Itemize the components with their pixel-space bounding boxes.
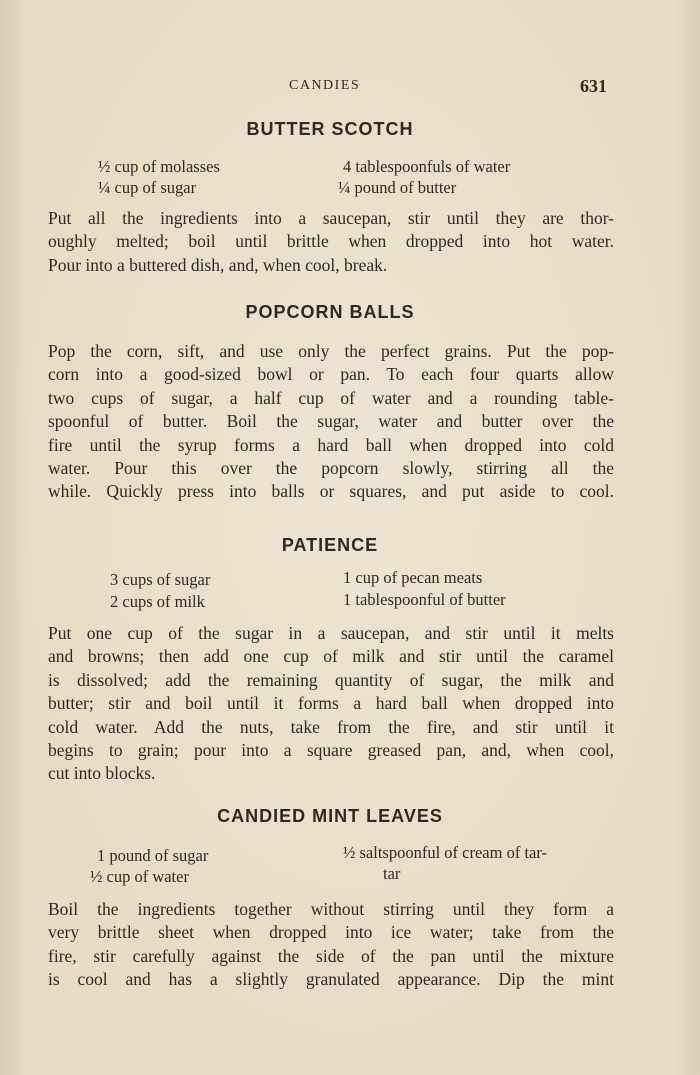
recipe-instructions-butter-scotch <box>48 207 614 277</box>
text-line: cold water. Add the nuts, take from the fire, and stir until it <box>48 716 614 737</box>
text-line: fire, stir carefully against the side of the pan until the mixture <box>48 945 614 966</box>
ingredient: ¼ pound of butter <box>338 178 457 197</box>
ingredient: 1 tablespoonful of butter <box>343 590 506 609</box>
text-line: water. Pour this over the popcorn slowly, stirring all the <box>48 458 614 479</box>
text-line: begins to grain; pour into a square greased pan, and, when cool, <box>48 740 614 761</box>
recipe-title-candied-mint-leaves: CANDIED MINT LEAVES <box>217 806 443 826</box>
ingredient: ½ saltspoonful of cream of tar- <box>343 843 548 862</box>
text-line: fire until the syrup forms a hard ball when dropped into cold <box>48 434 614 455</box>
text-line: Put one cup of the sugar in a saucepan, and stir until it melts <box>48 623 614 643</box>
text-line: spoonful of butter. Boil the sugar, water and butter over the <box>48 411 614 432</box>
recipe-instructions-candied-mint-leaves <box>48 898 614 992</box>
text-line: is dissolved; add the remaining quantity of sugar, the milk and <box>48 669 614 690</box>
text-line: Pour into a buttered dish, and, when cool, break. <box>48 254 388 275</box>
ingredient: 3 cups of sugar <box>110 570 211 589</box>
recipe-instructions-patience <box>48 622 614 786</box>
running-head: CANDIES <box>289 78 361 93</box>
text-line: butter; stir and boil until it forms a hard ball when dropped into <box>48 693 614 714</box>
ingredient: ½ cup of water <box>90 867 189 886</box>
text-line: corn into a good-sized bowl or pan. To each four quarts allow <box>48 364 614 385</box>
page-header <box>0 78 700 98</box>
ingredient: ½ cup of molasses <box>98 157 220 176</box>
text-line: is cool and has a slightly granulated appearance. Dip the mint <box>48 969 614 990</box>
ingredient: tar <box>383 864 401 883</box>
ingredient: 1 pound of sugar <box>97 846 209 865</box>
text-line: oughly melted; boil until brittle when dropped into hot water. <box>48 231 614 252</box>
ingredient: 1 cup of pecan meats <box>343 568 483 587</box>
text-line: Put all the ingredients into a saucepan, stir until they are thor- <box>48 208 614 228</box>
recipe-title-butter-scotch: BUTTER SCOTCH <box>246 119 414 139</box>
text-line: very brittle sheet when dropped into ice water; take from the <box>48 922 614 943</box>
text-line: and browns; then add one cup of milk and stir until the caramel <box>48 646 614 667</box>
text-line: two cups of sugar, a half cup of water and a rounding table- <box>48 387 614 408</box>
recipe-instructions-popcorn-balls <box>48 340 614 504</box>
text-line: Boil the ingredients together without stirring until they form a <box>48 899 614 919</box>
text-line: while. Quickly press into balls or squares, and put aside to cool. <box>48 481 614 502</box>
recipe-title-patience: PATIENCE <box>281 535 379 555</box>
recipe-title-popcorn-balls: POPCORN BALLS <box>245 302 415 322</box>
page-number: 631 <box>580 76 607 96</box>
ingredient: 4 tablespoonfuls of water <box>343 157 511 176</box>
ingredient: 2 cups of milk <box>110 592 205 611</box>
ingredient: ¼ cup of sugar <box>98 178 197 197</box>
text-line: cut into blocks. <box>48 763 156 784</box>
text-line: Pop the corn, sift, and use only the perfect grains. Put the pop- <box>48 341 614 361</box>
